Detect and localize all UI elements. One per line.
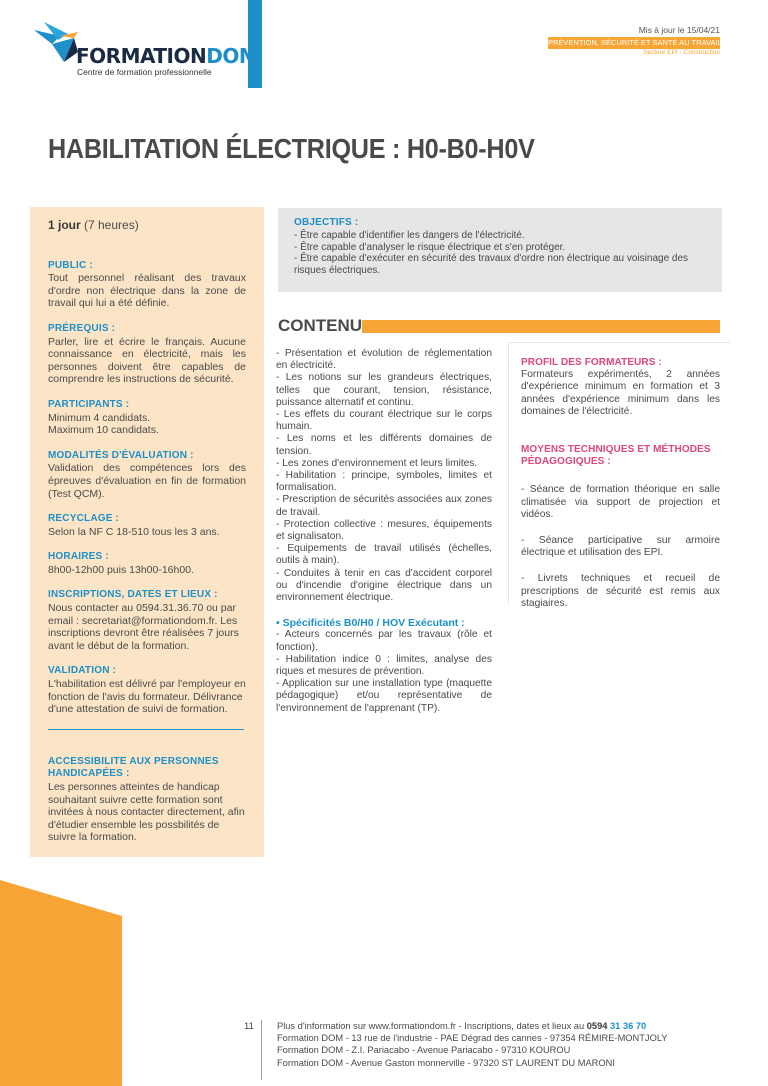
footer-line-info: Plus d'information sur www.formationdom.fr - Inscriptions, dates et lieux au 0594 31 36 70 [277, 1021, 647, 1031]
contenu-accent-bar [362, 320, 720, 333]
prereq-section [48, 323, 246, 386]
specifics-item: - Habilitation indice 0 : limites, analyse des riques et mesures de prévention. [276, 653, 492, 678]
horaires-section [48, 551, 246, 576]
contenu-item: - Prescription de sécurités associées aux zones de travail. [276, 494, 492, 518]
info-sidebar [30, 207, 264, 857]
specifics-item: - Application sur une installation type (maquette pédagogique) et/ou représentative de l'environnement de l'apprenant (TP). [276, 678, 492, 714]
footer-line-address: Formation DOM - Z.I. Pariacabo - Avenue Pariacabo - 97310 KOUROU [277, 1045, 571, 1056]
contenu-item: - Protection collective : mesures, équipements et signalisaton. [276, 518, 492, 543]
evaluation-section [48, 450, 246, 500]
accessibility-label: ACCESSIBILITE AUX PERSONNES HANDICAPÉES : [48, 755, 219, 780]
public-label: PUBLIC : [48, 259, 93, 271]
footer-line-address: Formation DOM - Avenue Gaston monnerville - 97320 ST LAURENT DU MARONI [277, 1057, 615, 1068]
prereq-label: PRÉREQUIS : [48, 322, 116, 334]
recyclage-label: RECYCLAGE : [48, 513, 120, 525]
evaluation-label: MODALITÉS D'ÉVALUATION : [48, 449, 194, 461]
contenu-item: - Habilitation : principe, symboles, limites et formalisation. [276, 470, 492, 494]
trainers-panel [508, 342, 730, 609]
contenu-list [276, 348, 492, 715]
participants-section [48, 399, 246, 437]
contenu-item: - Equipements de travail utilisés (échelles, outils à main). [276, 543, 492, 567]
footer [277, 1020, 727, 1069]
contenu-item: - Conduites à tenir en cas d'accident corporel ou d'incendie d'origine électrique dans un environnement électrique. [276, 567, 492, 604]
contenu-title: CONTENU [278, 316, 363, 335]
means-item: - Séance de formation théorique en salle climatisée via support de projection et vidéos. [521, 484, 720, 520]
objectives-box [278, 208, 722, 292]
horaires-label: HORAIRES : [48, 551, 109, 563]
public-section [48, 260, 246, 310]
page-title: HABILITATION ÉLECTRIQUE : H0-B0-H0V [48, 133, 535, 164]
validation-text: L'habilitation est délivré par l'employeur en fonction de l'avis du formateur. Délivrance d'une attestation de suivi de formation. [48, 678, 246, 716]
contenu-item: - Présentation et évolution de réglementation en électricité. [276, 348, 492, 372]
inscriptions-label: INSCRIPTIONS, DATES ET LIEUX : [48, 589, 218, 601]
update-date: Mis à jour le 15/04/21 [638, 25, 720, 35]
prereq-text: Parler, lire et écrire le français. Aucune connaissance en électricité, mais les personnes doivent être capables de comprendre les instructions de sécurité. [48, 335, 246, 386]
participants-max: Maximum 10 candidats. [48, 424, 159, 437]
recyclage-section [48, 513, 246, 538]
accessibility-section [48, 756, 246, 844]
contenu-item: - Les noms et les différents domaines de tension. [276, 433, 492, 457]
objective-item: - Être capable d'analyser le risque électrique et s'en protéger. [294, 241, 566, 253]
contenu-item: - Les notions sur les grandeurs électriques, telles que courant, tension, résistance, puissance alternatif et continu. [276, 372, 492, 408]
logo-subtitle: Centre de formation professionnelle [77, 67, 212, 77]
footer-line-address: Formation DOM - 13 rue de l'industrie - PAE Dégrad des cannes - 97354 RÉMIRE-MONTJOLY [277, 1033, 668, 1044]
participants-label: PARTICIPANTS : [48, 398, 130, 410]
evaluation-text: Validation des compétences lors des épreuves d'évaluation en fin de formation (Test QCM). [48, 462, 246, 500]
validation-section [48, 665, 246, 715]
objective-item: - Être capable d'identifier les dangers de l'électricité. [294, 229, 525, 241]
means-item: - Séance participative sur armoire électrique et utilisation des EPI. [521, 535, 720, 559]
logo [0, 0, 259, 88]
duration: 1 jour (7 heures) [48, 218, 139, 232]
sidebar-divider [48, 729, 244, 730]
page-number: 11 [244, 1021, 254, 1032]
specifics-item: - Acteurs concernés par les travaux (rôle et fonction). [276, 629, 492, 653]
inscriptions-text: Nous contacter au 0594.31.36.70 ou par email : secretariat@formationdom.fr. Les inscriptions devront être réalisées 7 jours avant le début de la formation. [48, 602, 239, 652]
public-text: Tout personnel réalisant des travaux d'ordre non électrique dans la zone de travail qui lui a été définie. [48, 272, 246, 310]
accessibility-text: Les personnes atteintes de handicap souhaitant suivre cette formation sont invitées à nous contacter directement, afin d'étudier ensemble les possbilités de suivre la formation. [48, 781, 245, 844]
orange-corner-decoration [0, 880, 122, 1086]
specifics-title: • Spécificités B0/H0 / HOV Exécutant : [276, 617, 465, 630]
trainers-label: PROFIL DES FORMATEURS : [521, 357, 662, 368]
inscriptions-section [48, 589, 246, 652]
logo-wordmark: FORMATIONDOM [76, 44, 259, 68]
contenu-item: - Les effets du courant électrique sur le corps humain. [276, 409, 492, 433]
category-banner: PRÉVENTION, SÉCURITÉ ET SANTÉ AU TRAVAIL [548, 38, 722, 47]
footer-separator [261, 1020, 262, 1080]
sector-label: Secteur EPI - Construction [643, 49, 720, 56]
horaires-text: 8h00-12h00 puis 13h00-16h00. [48, 563, 194, 576]
objective-item: - Être capable d'exécuter en sécurité des travaux d'ordre non électrique au voisinage des risques électriques. [294, 253, 689, 277]
trainers-text: Formateurs expérimentés, 2 années d'expérience minimum en formation et 3 années d'expérience minimum dans les domaines de l'électricité. [521, 369, 720, 417]
recyclage-text: Selon la NF C 18-510 tous les 3 ans. [48, 525, 220, 538]
means-item: - Livrets techniques et recueil de prescriptions de sécurité est remis aux stagiaires. [521, 573, 720, 609]
validation-label: VALIDATION : [48, 665, 117, 677]
means-label: MOYENS TECHNIQUES ET MÉTHODES PÉDAGOGIQUES : [521, 444, 711, 468]
participants-min: Minimum 4 candidats. [48, 411, 151, 424]
contenu-item: - Les zones d'environnement et leurs limites. [276, 457, 478, 469]
objectives-label: OBJECTIFS : [294, 217, 359, 228]
